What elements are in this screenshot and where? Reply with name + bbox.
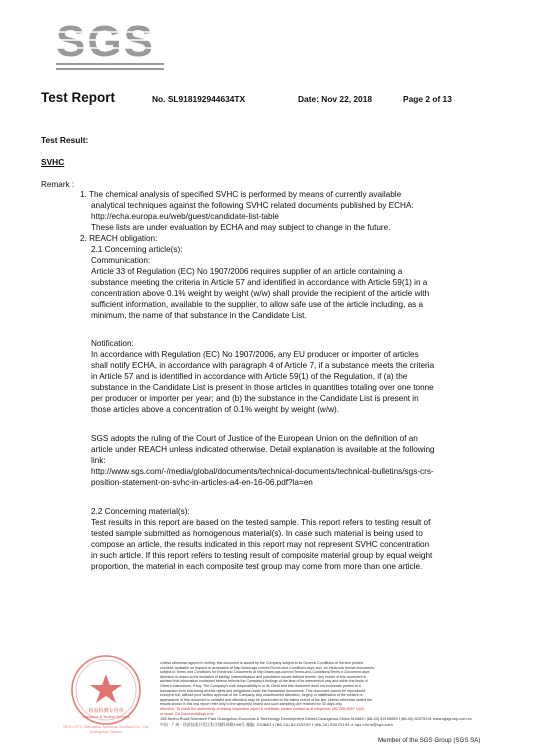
sgs-logo-text: SGS (56, 17, 155, 66)
report-title: Test Report (41, 90, 116, 105)
article-line-1: Article 33 of Regulation (EC) No 1907/2006 requires supplier of an article containing a (91, 267, 403, 276)
disclaimer-line-7: transaction from exercising all their rights and obligations under the transaction documents. This document cannot be reproduced (160, 688, 366, 693)
disclaimer-line-4: Attention is drawn to the limitation of liability, indemnification and jurisdiction issues defined therein. Any holder of this document is (160, 674, 367, 679)
address-en: 198 Kezhu Road,Scientech Park Guangzhou Economic & Technology Development District,Guangzhou,China 510663 t (86-20) 82155555 f (86-20) 82075191 www.sgsgroup.com.cn (160, 716, 472, 721)
sgs-logo (52, 14, 168, 74)
article-line-4: sufficient information, available to the supplier, to allow safe use of the article including, as a (91, 300, 424, 309)
ruling-line-1: SGS adopts the ruling of the Court of Justice of the European Union on the definition of an (91, 434, 418, 443)
material-line-2: tested sample submitted as homogenous material(s). In case such material is being used to (91, 529, 423, 538)
echa-link[interactable]: http://echa.europa.eu/web/guest/candidate-list-table (91, 212, 279, 221)
official-stamp (56, 650, 156, 736)
article-line-3: concentration above 0.1% weight by weight (w/w) shall provide the recipient of the article with (91, 289, 430, 298)
article-line-5: minimum, the name of that substance in the Candidate List. (91, 311, 307, 320)
material-line-1: Test results in this report are based on the tested sample. This report refers to testing result of (91, 518, 431, 527)
stamp-company: SGS-CSTC Standards Technical Services Co., Ltd. (63, 725, 149, 729)
item-1-line-2: analytical techniques against the following SVHC related documents published by ECHA: (91, 201, 414, 210)
disclaimer-line-1: Unless otherwise agreed in writing, this document is issued by the Company subject to its General Conditions of Service printed (160, 661, 363, 665)
notification-line-3: in Article 57 and is identified in accordance with Article 59(1) of the Regulation, if (a) the (91, 372, 408, 381)
svhc-label: SVHC (41, 157, 65, 167)
disclaimer-line-10: results shown in this test report refer only to the sample(s) tested and such sample(s) are retained for 30 days only. (160, 702, 343, 707)
disclaimer-line-8: except in full, without prior written approval of the Company. Any unauthorized alteration, forgery or falsification of the content or (160, 693, 363, 698)
sgs-statement-link[interactable]: http://www.sgs.com/-/media/global/documents/technical-documents/technical-bulletins/sgs-crs- (91, 467, 434, 476)
address-cn: 中国 · 广州 · 经济技术开发区科学城科珠路198号 邮编: 510663 t (86-20) 82155555 f (86-20) 82075191 e sgs.china@sgs.com (160, 722, 394, 727)
authenticity-notice: Attention: To check the authenticity of testing /inspection report & certificate, please contact us at telephone: (86-755) 8307 1443, (160, 707, 365, 711)
material-line-3: compose an article, the results indicated in this report may not represent SVHC concentration (91, 540, 430, 549)
disclaimer-line-9: appearance of this document is unlawful and offenders may be prosecuted to the fullest extent of the law. Unless otherwise stated the (160, 697, 373, 702)
stamp-star-icon (90, 674, 122, 703)
ruling-line-2: article under REACH unless indicated otherwise. Detail explanation is available at the following (91, 445, 435, 454)
stamp-en-label: Inspection & Testing Services (82, 715, 130, 719)
disclaimer-line-5: advised that information contained hereon reflects the Company's findings at the time of its intervention only and within the limits of (160, 679, 368, 684)
report-number: No. SL918192944634TX (152, 94, 246, 104)
notification-line-5: per producer or importer per year; and (b) the substance in the Candidate List is present in (91, 394, 419, 403)
disclaimer-line-3: subject to Terms and Conditions for Electronic Documents at http://www.sgs.com/en/Terms-and-Conditions/Terms-e-Document.aspx. (160, 670, 371, 675)
report-date: Date: Nov 22, 2018 (298, 94, 373, 104)
notification-line-1: In accordance with Regulation (EC) No 1907/2006, any EU producer or importer of articles (91, 350, 419, 359)
item-2-heading: 2. REACH obligation: (80, 234, 158, 243)
item-1-line-4: These lists are under evaluation by ECHA and may subject to change in the future. (91, 223, 391, 232)
sgs-logo-mark (52, 14, 168, 74)
notification-line-6: those articles above a concentration of 0.1% weight by weight (w/w). (91, 405, 340, 414)
material-line-5: proportion, the material in each composite test group may come from more than one article. (91, 562, 423, 571)
stamp-seal (56, 650, 156, 736)
page-number: Page 2 of 13 (403, 94, 452, 104)
notification-heading: Notification: (91, 339, 134, 348)
notification-line-4: substance in the Candidate List is present in those articles in quantities totaling over one tonne (91, 383, 434, 392)
material-heading: 2.2 Concerning material(s): (91, 507, 190, 516)
sgs-statement-link-cont[interactable]: position-statement-on-svhc-in-articles-a4-en-16-06.pdf?la=en (91, 478, 313, 487)
notification-line-2: shall notify ECHA, in accordance with paragraph 4 of Article 7, if a substance meets the criteria (91, 361, 435, 370)
article-heading: 2.1 Concerning article(s): (91, 245, 183, 254)
sgs-member-text: Member of the SGS Group (SGS SA) (378, 737, 481, 744)
test-result-label: Test Result: (41, 135, 89, 145)
item-1-line-1: 1. The chemical analysis of specified SVHC is performed by means of currently available (80, 190, 402, 199)
remark-label: Remark : (41, 180, 75, 189)
disclaimer-line-2: overleaf, available on request or accessible at http://www.sgs.com/en/Terms-and-Conditions.aspx and, for electronic format documents, (160, 665, 375, 670)
communication-heading: Communication: (91, 256, 151, 265)
stamp-cn-label: 检验检测专用章 (88, 708, 124, 714)
stamp-branch: Guangzhou Branch (89, 730, 123, 734)
ruling-line-3: link: (91, 456, 106, 465)
disclaimer-line-6: Client's instructions, if any. The Company's sole responsibility is to its Client and this document does not exonerate parties to a (160, 684, 361, 688)
material-line-4: in such article. If this report refers to testing result of composite material group by equal weight (91, 551, 433, 560)
authenticity-email[interactable]: or email: CN.Doccheck@sgs.com (160, 711, 214, 716)
article-line-2: substance meeting the criteria in Article 57 and identified in accordance with Article 59(1) in a (91, 278, 428, 287)
